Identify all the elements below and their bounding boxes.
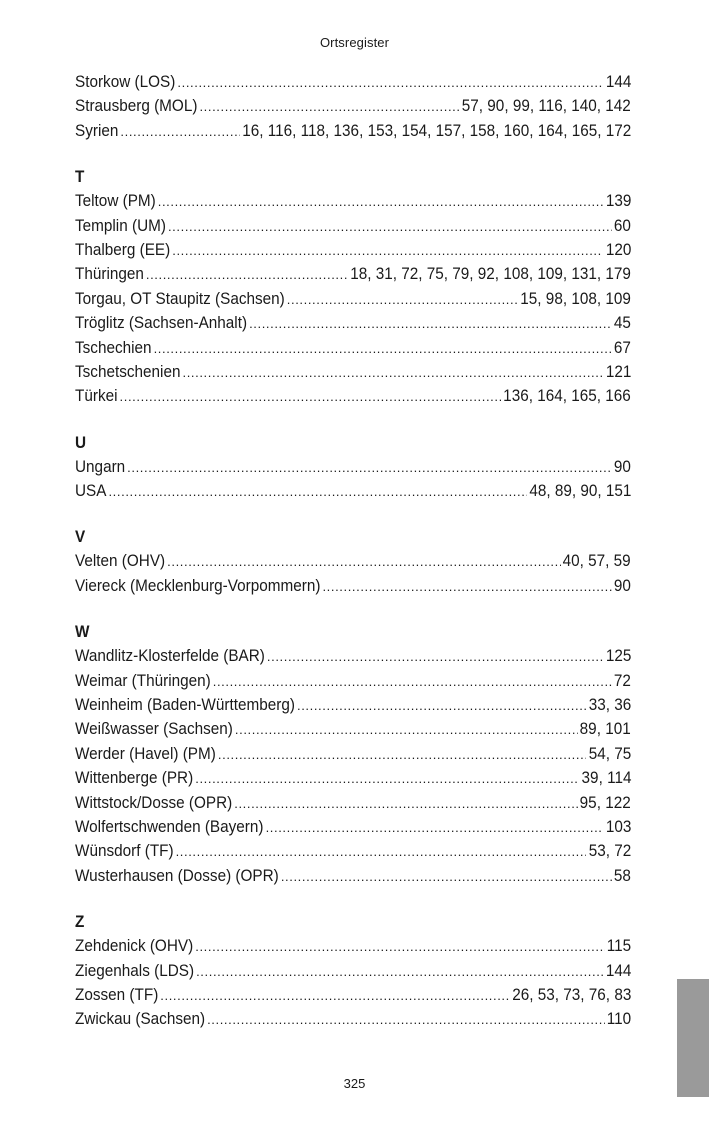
dot-leader: [196, 960, 603, 984]
dot-leader: [207, 1008, 605, 1032]
index-section: [75, 70, 631, 143]
dot-leader: [160, 984, 510, 1008]
index-section: [75, 620, 631, 888]
dot-leader: [167, 550, 561, 574]
index-entry: [75, 791, 631, 815]
section-letter: W: [75, 622, 90, 642]
place-name: Weißwasser (Sachsen): [75, 719, 233, 739]
place-name: Zossen (TF): [75, 984, 159, 1004]
page-references: 95, 122: [579, 792, 631, 812]
index-entry: [75, 479, 631, 503]
page-references: 54, 75: [588, 743, 631, 763]
dot-leader: [199, 95, 460, 119]
index-entry: [75, 287, 631, 311]
dot-leader: [218, 743, 587, 767]
dot-leader: [168, 215, 612, 239]
place-name: Syrien: [75, 120, 119, 140]
dot-leader: [120, 385, 502, 409]
place-name: Wandlitz-Klosterfelde (BAR): [75, 646, 265, 666]
dot-leader: [322, 575, 612, 599]
index-entry: [75, 384, 631, 408]
place-name: Weimar (Thüringen): [75, 670, 211, 690]
page-references: 53, 72: [588, 841, 631, 861]
page-references: 15, 98, 108, 109: [520, 288, 631, 308]
place-name: Thüringen: [75, 264, 144, 284]
page-number: 325: [343, 1076, 366, 1091]
section-letter: T: [75, 167, 85, 187]
index-entry: [75, 839, 631, 863]
place-name: Ungarn: [75, 456, 126, 476]
page-references: 72: [613, 670, 631, 690]
index-entry: [75, 262, 631, 286]
index-entry: [75, 70, 631, 94]
page-references: 121: [605, 361, 631, 381]
page-references: 110: [606, 1009, 631, 1029]
dot-leader: [172, 239, 603, 263]
index-entry: [75, 574, 631, 598]
page-references: 90: [613, 456, 631, 476]
place-name: Storkow (LOS): [75, 72, 176, 91]
index-entry: [75, 742, 631, 766]
dot-leader: [158, 190, 604, 214]
page-references: 58: [613, 865, 631, 885]
page-references: 103: [605, 816, 631, 836]
index-entry: [75, 983, 631, 1007]
dot-leader: [195, 935, 604, 959]
index-entry: [75, 717, 631, 741]
index-entry: [75, 94, 631, 118]
page-references: 48, 89, 90, 151: [528, 481, 631, 501]
index-section: [75, 165, 631, 409]
place-name: Ziegenhals (LDS): [75, 960, 195, 980]
page-references: 136, 164, 165, 166: [503, 386, 631, 406]
page-references: 40, 57, 59: [562, 551, 631, 571]
index-entry: [75, 934, 631, 958]
page-references: 144: [605, 960, 631, 980]
dot-leader: [177, 71, 603, 95]
index-entry: [75, 549, 631, 573]
place-name: Wolfertschwenden (Bayern): [75, 816, 264, 836]
dot-leader: [213, 670, 612, 694]
place-name: Weinheim (Baden-Württemberg): [75, 695, 295, 715]
place-name: Thalberg (EE): [75, 239, 171, 259]
page-references: 18, 31, 72, 75, 79, 92, 108, 109, 131, 179: [350, 264, 631, 284]
dot-leader: [120, 120, 240, 144]
dot-leader: [108, 480, 526, 504]
index-entry: [75, 959, 631, 983]
index-section: [75, 910, 631, 1032]
place-index: [75, 70, 631, 1032]
dot-leader: [249, 312, 612, 336]
index-entry: [75, 644, 631, 668]
dot-leader: [266, 816, 604, 840]
dot-leader: [146, 263, 348, 287]
page-references: 57, 90, 99, 116, 140, 142: [461, 96, 631, 116]
dot-leader: [297, 694, 586, 718]
place-name: USA: [75, 481, 107, 501]
page-references: 139: [605, 191, 631, 211]
section-letter: U: [75, 432, 87, 452]
page-references: 33, 36: [588, 695, 631, 715]
place-name: Türkei: [75, 386, 118, 406]
place-name: Torgau, OT Staupitz (Sachsen): [75, 288, 285, 308]
dot-leader: [267, 645, 604, 669]
dot-leader: [176, 840, 587, 864]
place-name: Templin (UM): [75, 215, 166, 235]
page-references: 16, 116, 118, 136, 153, 154, 157, 158, 160, 164, 165, 172: [241, 120, 631, 140]
dot-leader: [154, 337, 612, 361]
index-section: [75, 431, 631, 504]
index-entry: [75, 189, 631, 213]
dot-leader: [287, 288, 519, 312]
place-name: Teltow (PM): [75, 191, 156, 211]
index-entry: [75, 455, 631, 479]
dot-leader: [183, 361, 604, 385]
place-name: Wusterhausen (Dosse) (OPR): [75, 865, 279, 885]
place-name: Zwickau (Sachsen): [75, 1009, 206, 1029]
index-entry: [75, 815, 631, 839]
place-name: Wittstock/Dosse (OPR): [75, 792, 233, 812]
index-entry: [75, 214, 631, 238]
page-references: 144: [605, 72, 631, 91]
running-head: Ortsregister: [319, 35, 390, 50]
place-name: Zehdenick (OHV): [75, 936, 194, 956]
section-letter: V: [75, 527, 86, 547]
page-references: 125: [605, 646, 631, 666]
dot-leader: [234, 792, 578, 816]
dot-leader: [195, 767, 579, 791]
index-entry: [75, 360, 631, 384]
index-section: [75, 525, 631, 598]
page-references: 45: [613, 313, 631, 333]
index-entry: [75, 336, 631, 360]
place-name: Tschechien: [75, 337, 152, 357]
thumb-index-tab: [677, 979, 709, 1097]
index-entry: [75, 1007, 631, 1031]
place-name: Viereck (Mecklenburg-Vorpommern): [75, 575, 321, 595]
page-references: 60: [613, 215, 631, 235]
place-name: Velten (OHV): [75, 551, 166, 571]
index-entry: [75, 119, 631, 143]
page-references: 67: [613, 337, 631, 357]
page-references: 89, 101: [579, 719, 631, 739]
place-name: Tschetschenien: [75, 361, 181, 381]
index-entry: [75, 311, 631, 335]
page-references: 90: [613, 575, 631, 595]
dot-leader: [235, 718, 578, 742]
place-name: Tröglitz (Sachsen-Anhalt): [75, 313, 248, 333]
place-name: Wittenberge (PR): [75, 768, 194, 788]
index-entry: [75, 864, 631, 888]
page-references: 120: [605, 239, 631, 259]
page-references: 115: [606, 936, 631, 956]
place-name: Werder (Havel) (PM): [75, 743, 216, 763]
index-entry: [75, 669, 631, 693]
section-letter: Z: [75, 912, 85, 932]
place-name: Strausberg (MOL): [75, 96, 198, 116]
dot-leader: [281, 865, 612, 889]
index-entry: [75, 238, 631, 262]
page-references: 39, 114: [581, 768, 631, 788]
index-entry: [75, 693, 631, 717]
page-references: 26, 53, 73, 76, 83: [511, 984, 631, 1004]
dot-leader: [127, 456, 612, 480]
index-entry: [75, 766, 631, 790]
place-name: Wünsdorf (TF): [75, 841, 174, 861]
